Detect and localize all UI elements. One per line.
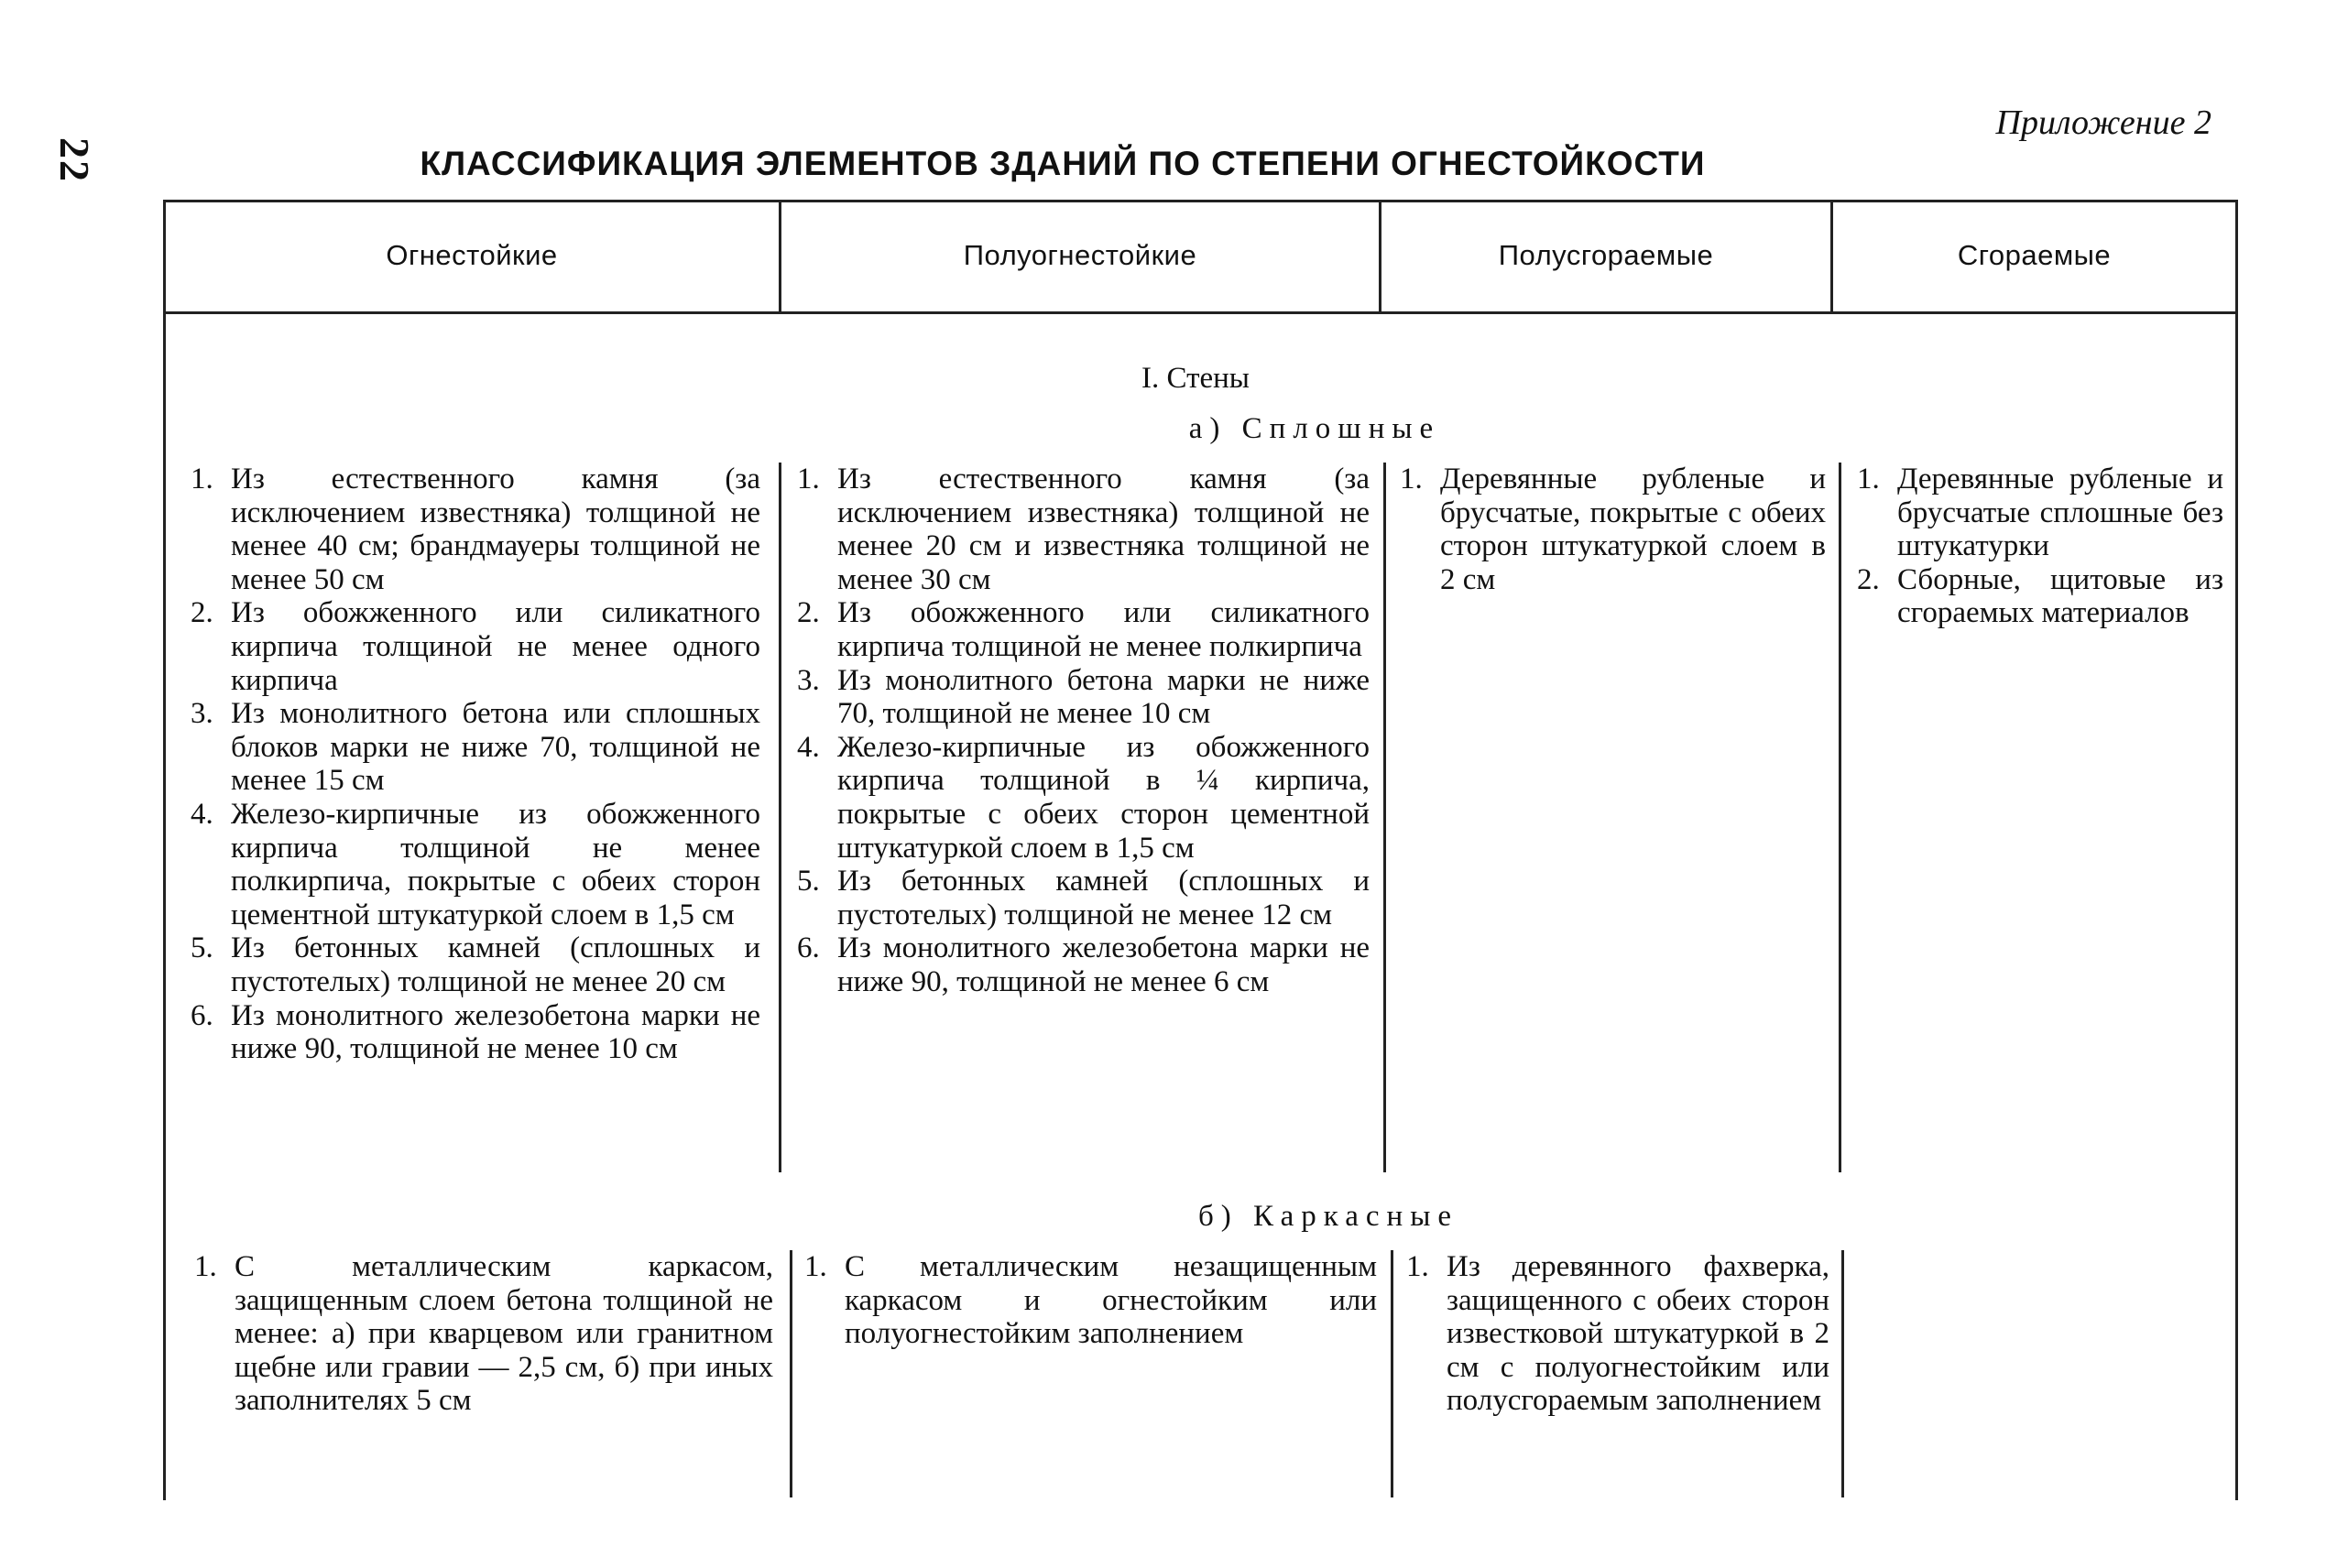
subsection-solid: а) Сплошные — [1188, 412, 1441, 445]
list-item: 1. Деревянные рубленые и брусчатые сплошные без штукатурки — [1857, 463, 2223, 563]
column-header-semi-combustible: Полусгораемые — [1498, 239, 1714, 271]
list-item: 5. Из бетонных камней (сплошных и пустотелых) толщиной не менее 20 см — [191, 931, 760, 998]
list-item: 1. Из естественного камня (за исключением известняка) толщиной не менее 40 см; брандмауеры толщиной не менее 50 см — [191, 463, 760, 596]
page-number: 22 — [51, 137, 98, 183]
list-item: 2. Сборные, щитовые из сгораемых материалов — [1857, 562, 2223, 630]
section-title: I. Стены — [1141, 362, 1250, 395]
frame-semi-combustible-list — [1406, 1250, 1829, 1418]
list-item: 1. Деревянные рубленые и брусчатые, покрытые с обеих сторон штукатуркой слоем в 2 см — [1400, 463, 1826, 596]
list-item: 1. Из деревянного фахверка, защищенного с обеих сторон известковой штукатуркой в 2 см с полуогнестойким или полусгораемым заполнением — [1406, 1250, 1829, 1418]
list-item: 4. Железо-кирпичные из обожженного кирпича толщиной не менее полкирпича, покрытые с обеих сторон цементной штукатуркой слоем в 1,5 см — [191, 797, 760, 931]
table-top-border — [163, 200, 2238, 202]
list-item: 1. Из естественного камня (за исключением известняка) толщиной не менее 20 см и известняка толщиной не менее 30 см — [797, 463, 1370, 596]
page-title: КЛАССИФИКАЦИЯ ЭЛЕМЕНТОВ ЗДАНИЙ ПО СТЕПЕНИ ОГНЕСТОЙКОСТИ — [420, 145, 1706, 182]
solid-divider-2 — [1383, 463, 1386, 1172]
frame-divider-2 — [1391, 1250, 1393, 1497]
list-item: 1. С металлическим каркасом, защищенным слоем бетона толщиной не менее: а) при кварцевом или гранитном щебне или гравии — 2,5 см, б) при иных заполнителях 5 см — [194, 1250, 773, 1418]
frame-divider-3 — [1841, 1250, 1844, 1497]
list-item: 6. Из монолитного железобетона марки не ниже 90, толщиной не менее 6 см — [797, 931, 1370, 998]
list-item: 3. Из монолитного бетона марки не ниже 70, толщиной не менее 10 см — [797, 663, 1370, 731]
frame-semi-fireproof-list — [804, 1250, 1377, 1351]
solid-semi-fireproof-list — [797, 463, 1370, 999]
column-header-combustible: Сгораемые — [1957, 239, 2112, 271]
frame-fireproof-list — [194, 1250, 773, 1418]
list-item: 5. Из бетонных камней (сплошных и пустотелых) толщиной не менее 12 см — [797, 865, 1370, 931]
table-right-border — [2235, 200, 2238, 1500]
appendix-label: Приложение 2 — [1995, 103, 2211, 142]
list-item: 6. Из монолитного железобетона марки не ниже 90, толщиной не менее 10 см — [191, 998, 760, 1066]
list-item: 4. Железо-кирпичные из обожженного кирпича толщиной в ¼ кирпича, покрытые с обеих сторон цементной штукатуркой слоем в 1,5 см — [797, 730, 1370, 865]
subsection-frame: б) Каркасные — [1197, 1200, 1459, 1233]
solid-divider-1 — [779, 463, 781, 1172]
solid-fireproof-list — [191, 463, 760, 1066]
list-item: 2. Из обожженного или силикатного кирпича толщиной не менее полкирпича — [797, 596, 1370, 663]
solid-semi-combustible-list — [1400, 463, 1826, 596]
frame-divider-1 — [790, 1250, 792, 1497]
list-item: 2. Из обожженного или силикатного кирпича толщиной не менее одного кирпича — [191, 596, 760, 697]
column-header-fireproof: Огнестойкие — [386, 239, 558, 271]
solid-divider-3 — [1839, 463, 1841, 1172]
header-bottom-border — [163, 311, 2238, 314]
column-header-semi-fireproof: Полуогнестойкие — [963, 239, 1197, 271]
list-item: 3. Из монолитного бетона или сплошных блоков марки не ниже 70, толщиной не менее 15 см — [191, 697, 760, 798]
solid-combustible-list — [1857, 463, 2223, 630]
list-item: 1. С металлическим незащищенным каркасом и огнестойким или полуогнестойким заполнением — [804, 1250, 1377, 1351]
